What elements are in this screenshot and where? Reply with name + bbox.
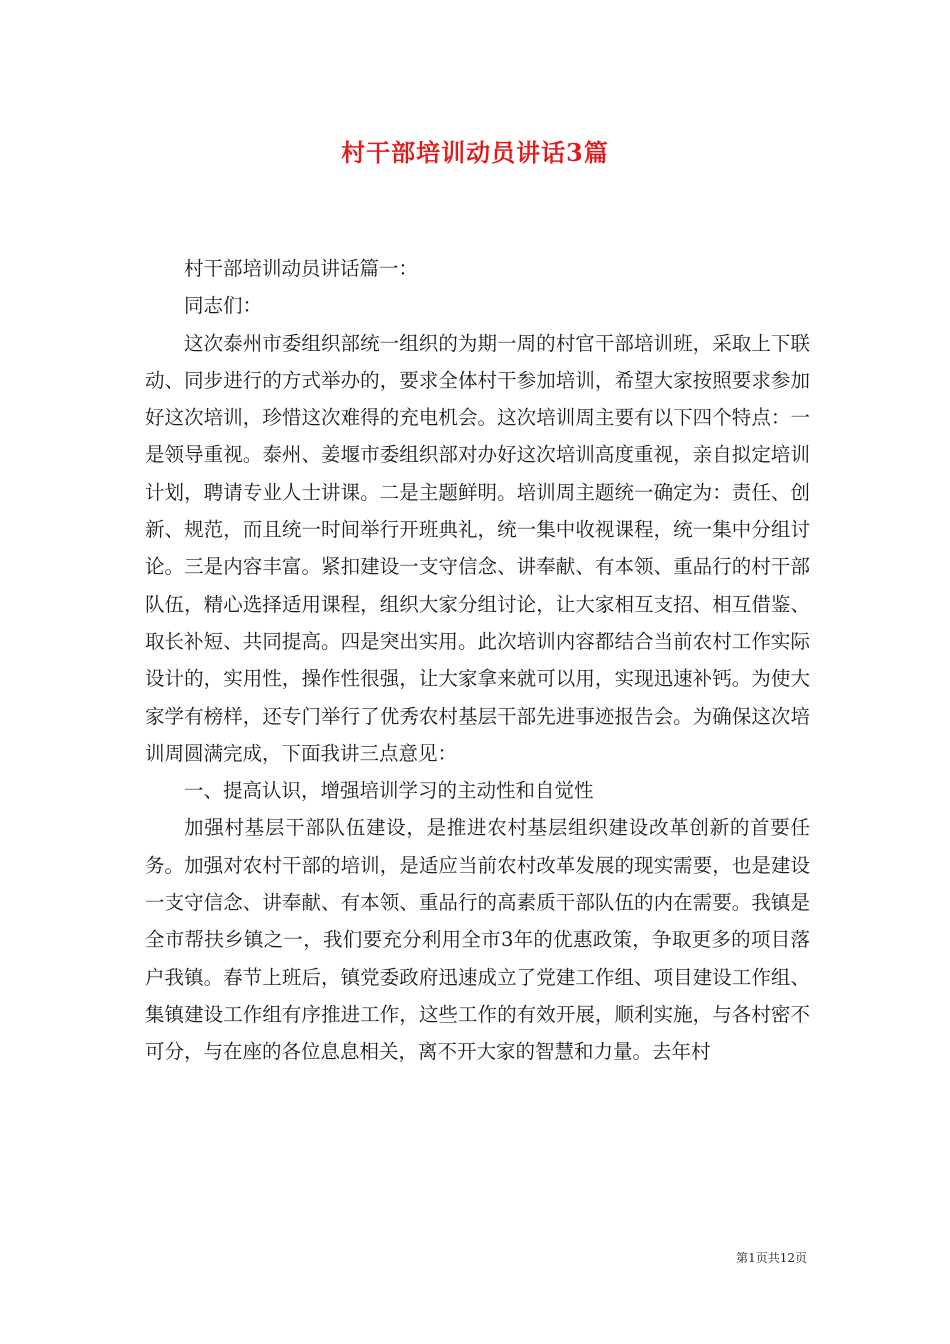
subsection-heading: 一、提高认识，增强培训学习的主动性和自觉性	[184, 779, 594, 803]
document-title: 村干部培训动员讲话3篇	[341, 138, 609, 167]
body-paragraph: 加强村基层干部队伍建设，是推进农村基层组织建设改革创新的首要任务。加强对农村干部的培训，是适应当前农村改革发展的现实需要，也是建设一支守信念、讲奉献、有本领、重品行的高素质干部队伍的内在需要。我镇是全市帮扶乡镇之一，我们要充分利用全市3年的优惠政策，争取更多的项目落户我镇。春节上班后，镇党委政府迅速成立了党建工作组、项目建设工作组、集镇建设工作组有序推进工作，这些工作的有效开展，顺利实施，与各村密不可分，与在座的各位息息相关，离不开大家的智慧和力量。去年村	[145, 816, 810, 1064]
page-number-footer: 第1页共12页	[736, 1251, 807, 1265]
document-body	[145, 250, 810, 1071]
salutation: 同志们：	[184, 294, 263, 318]
section-heading: 村干部培训动员讲话篇一：	[184, 257, 419, 280]
body-paragraph: 这次泰州市委组织部统一组织的为期一周的村官干部培训班，采取上下联动、同步进行的方式举办的，要求全体村干参加培训，希望大家按照要求参加好这次培训，珍惜这次难得的充电机会。这次培训周主要有以下四个特点：一是领导重视。泰州、姜堰市委组织部对办好这次培训高度重视，亲自拟定培训计划，聘请专业人士讲课。二是主题鲜明。培训周主题统一确定为：责任、创新、规范，而且统一时间举行开班典礼，统一集中收视课程，统一集中分组讨论。三是内容丰富。紧扣建设一支守信念、讲奉献、有本领、重品行的村干部队伍，精心选择适用课程，组织大家分组讨论，让大家相互支招、相互借鉴、取长补短、共同提高。四是突出实用。此次培训内容都结合当前农村工作实际设计的，实用性，操作性很强，让大家拿来就可以用，实现迅速补钙。为使大家学有榜样，还专门举行了优秀农村基层干部先进事迹报告会。为确保这次培训周圆满完成，下面我讲三点意见：	[145, 331, 810, 765]
